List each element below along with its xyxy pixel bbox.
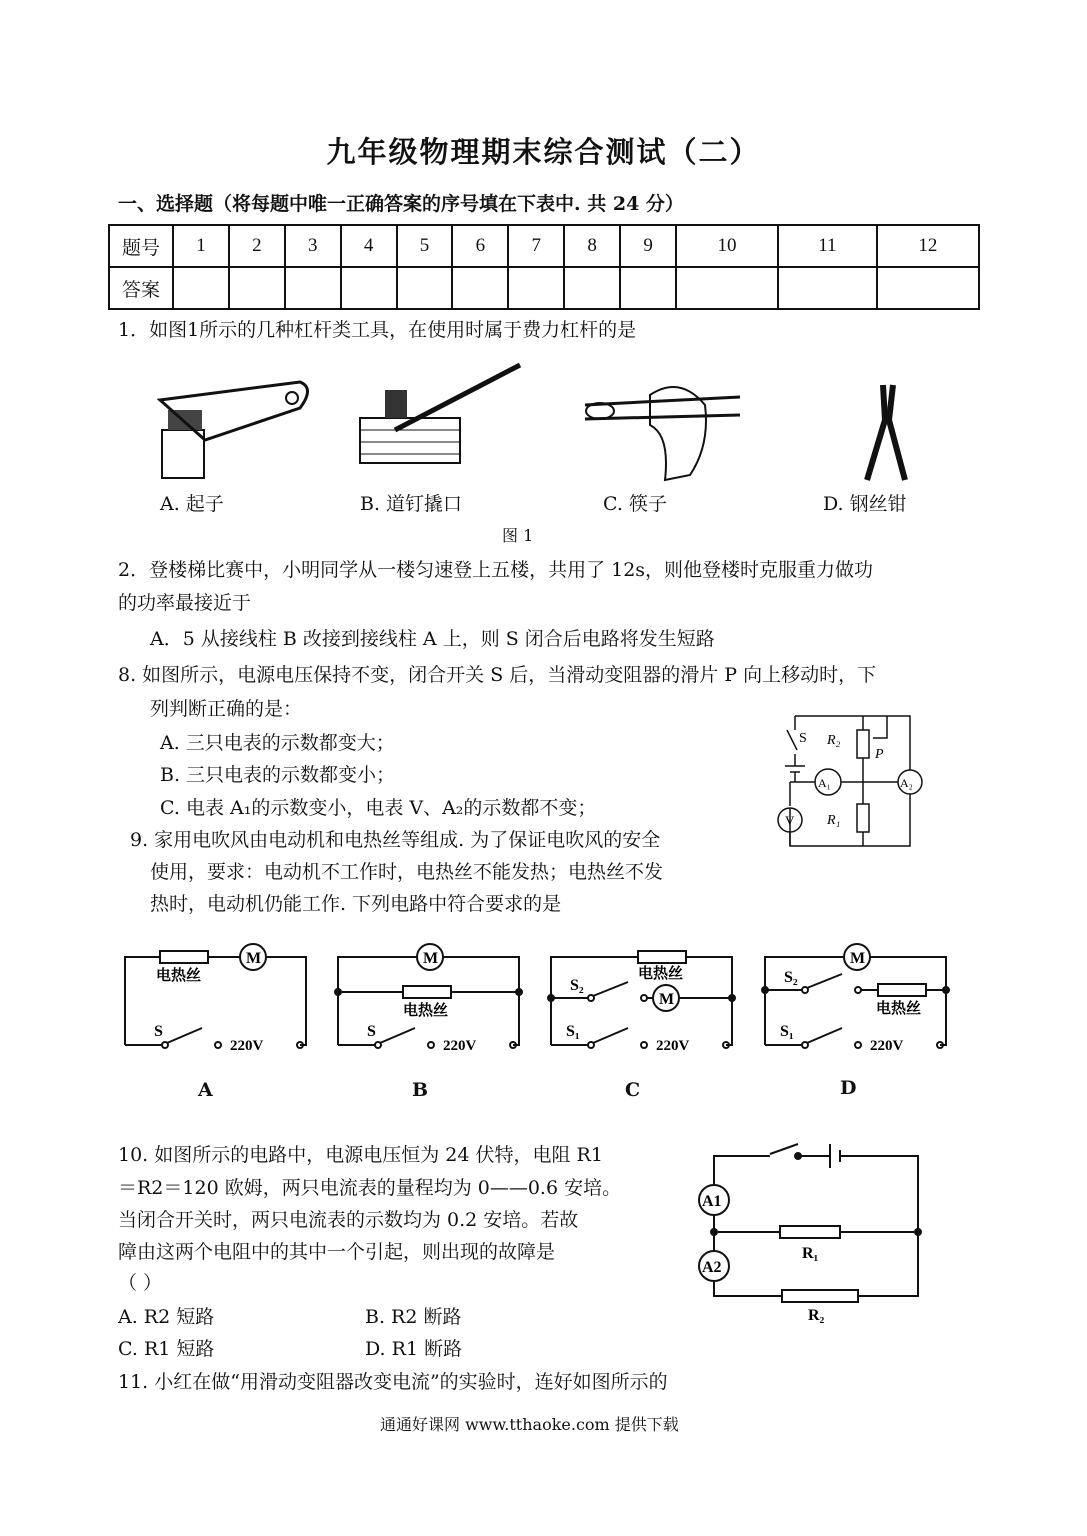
page-footer: 通通好课网 www.tthaoke.com 提供下载: [380, 1415, 679, 1434]
answer-cell[interactable]: [620, 267, 676, 309]
table-cell: 5: [397, 225, 453, 267]
question-10-line4: 障由这两个电阻中的其中一个引起，则出现的故障是: [118, 1241, 556, 1263]
question-10-option-c: C. R1 短路: [118, 1338, 215, 1360]
answer-cell[interactable]: [341, 267, 397, 309]
question-10-option-a: A. R2 短路: [118, 1306, 215, 1328]
table-cell: 9: [620, 225, 676, 267]
motor-label: M: [850, 950, 866, 967]
switch-label: S: [154, 1023, 163, 1040]
table-cell: 8: [564, 225, 620, 267]
circuit-b-label: B: [412, 1079, 429, 1101]
heater-label: 电热丝: [638, 966, 684, 982]
motor-label: M: [659, 991, 675, 1008]
answer-cell[interactable]: [676, 267, 778, 309]
ammeter-label: A1: [702, 1193, 722, 1210]
switch-label: S₂: [784, 969, 798, 986]
chopsticks-figure: [580, 375, 760, 485]
switch-label: S: [367, 1023, 376, 1040]
answer-cell[interactable]: [397, 267, 453, 309]
q1-option-c: C. 筷子: [603, 493, 667, 515]
heater-label: 电热丝: [403, 1003, 449, 1019]
answer-cell[interactable]: [285, 267, 341, 309]
table-cell: 2: [229, 225, 285, 267]
voltage-label: 220V: [443, 1038, 477, 1054]
question-1: 1．如图1所示的几种杠杆类工具，在使用时属于费力杠杆的是: [118, 319, 637, 341]
switch-label: S₂: [570, 977, 584, 994]
circuit-label: S: [799, 731, 807, 746]
motor-label: M: [246, 950, 262, 967]
q8-circuit-diagram: [765, 708, 925, 853]
table-row: [109, 267, 979, 309]
table-cell: 4: [341, 225, 397, 267]
question-10-line2: ＝R2＝120 欧姆，两只电流表的量程均为 0——0.6 安培。: [118, 1177, 622, 1199]
resistor-label: R₁: [802, 1245, 819, 1262]
question-8-line1: 8. 如图所示，电源电压保持不变，闭合开关 S 后，当滑动变阻器的滑片 P 向上移动时，下: [118, 664, 877, 686]
circuit-label: R₂: [827, 733, 841, 748]
q1-option-d: D. 钢丝钳: [823, 493, 907, 515]
question-2-line2: 的功率最接近于: [118, 592, 252, 614]
q10-circuit-diagram: [690, 1136, 930, 1326]
circuit-option-b: [333, 940, 528, 1055]
table-label: 题号: [109, 225, 173, 267]
question-9-line1: 9. 家用电吹风由电动机和电热丝等组成. 为了保证电吹风的安全: [130, 829, 661, 851]
answer-cell[interactable]: [173, 267, 229, 309]
answer-cell[interactable]: [778, 267, 877, 309]
question-11-line1: 11. 小红在做“用滑动变阻器改变电流”的实验时，连好如图所示的: [118, 1371, 668, 1393]
circuit-a-label: A: [198, 1079, 213, 1101]
table-row: [109, 225, 979, 267]
q1-option-b: B. 道钉撬口: [360, 493, 463, 515]
table-cell: 3: [285, 225, 341, 267]
question-2-line1: 2．登楼梯比赛中，小明同学从一楼匀速登上五楼，共用了 12s，则他登楼时克服重力做功: [118, 559, 874, 581]
crowbar-figure: [355, 360, 535, 480]
answer-cell[interactable]: [564, 267, 620, 309]
figure-caption: 图 1: [502, 526, 534, 545]
page-title: 九年级物理期末综合测试（二）: [326, 135, 761, 169]
table-cell: 7: [508, 225, 564, 267]
q1-option-a: A. 起子: [160, 493, 224, 515]
table-label: 答案: [109, 267, 173, 309]
circuit-label: R₁: [827, 813, 841, 828]
answer-cell[interactable]: [452, 267, 508, 309]
table-cell: 6: [452, 225, 508, 267]
bottle-opener-figure: [150, 360, 330, 480]
circuit-label: V: [785, 813, 795, 828]
circuit-option-c: [546, 940, 741, 1055]
answer-cell[interactable]: [508, 267, 564, 309]
circuit-label: A₁: [818, 776, 831, 790]
circuit-d-label: D: [840, 1077, 857, 1099]
question-10-line1: 10. 如图所示的电路中，电源电压恒为 24 伏特，电阻 R1: [118, 1144, 603, 1166]
section-heading: 一、选择题（将每题中唯一正确答案的序号填在下表中. 共 24 分）: [118, 193, 684, 215]
question-10-option-b: B. R2 断路: [365, 1306, 462, 1328]
question-8-option-a: A. 三只电表的示数都变大；: [160, 732, 395, 754]
motor-label: M: [423, 950, 439, 967]
voltage-label: 220V: [230, 1038, 264, 1054]
voltage-label: 220V: [656, 1038, 690, 1054]
answer-cell[interactable]: [877, 267, 979, 309]
table-cell: 11: [778, 225, 877, 267]
heater-label: 电热丝: [876, 1001, 922, 1017]
circuit-option-a: [120, 940, 315, 1055]
circuit-c-label: C: [625, 1079, 641, 1101]
circuit-label: P: [875, 747, 884, 762]
table-cell: 1: [173, 225, 229, 267]
question-10-blank: （ ）: [118, 1272, 163, 1294]
resistor-label: R₂: [808, 1307, 825, 1324]
question-8-option-c: C. 电表 A₁的示数变小，电表 V、A₂的示数都不变；: [160, 797, 597, 819]
heater-label: 电热丝: [156, 968, 202, 984]
circuit-option-d: [760, 940, 955, 1055]
switch-label: S₁: [566, 1023, 580, 1040]
question-8-line2: 列判断正确的是：: [150, 698, 303, 720]
table-cell: 10: [676, 225, 778, 267]
question-10-line3: 当闭合开关时，两只电流表的示数均为 0.2 安培。若故: [118, 1209, 579, 1231]
ammeter-label: A2: [702, 1259, 722, 1276]
answer-cell[interactable]: [229, 267, 285, 309]
question-9-line3: 热时，电动机仍能工作. 下列电路中符合要求的是: [150, 893, 562, 915]
question-8-option-b: B. 三只电表的示数都变小；: [160, 764, 396, 786]
question-2-line3: A．5 从接线柱 B 改接到接线柱 A 上，则 S 闭合后电路将发生短路: [150, 628, 715, 650]
question-10-option-d: D. R1 断路: [365, 1338, 463, 1360]
switch-label: S₁: [780, 1023, 794, 1040]
voltage-label: 220V: [870, 1038, 904, 1054]
circuit-label: A₂: [900, 776, 913, 790]
answer-table: [108, 224, 980, 310]
table-cell: 12: [877, 225, 979, 267]
question-9-line2: 使用，要求：电动机不工作时，电热丝不能发热；电热丝不发: [150, 861, 664, 883]
pliers-figure: [845, 380, 925, 490]
